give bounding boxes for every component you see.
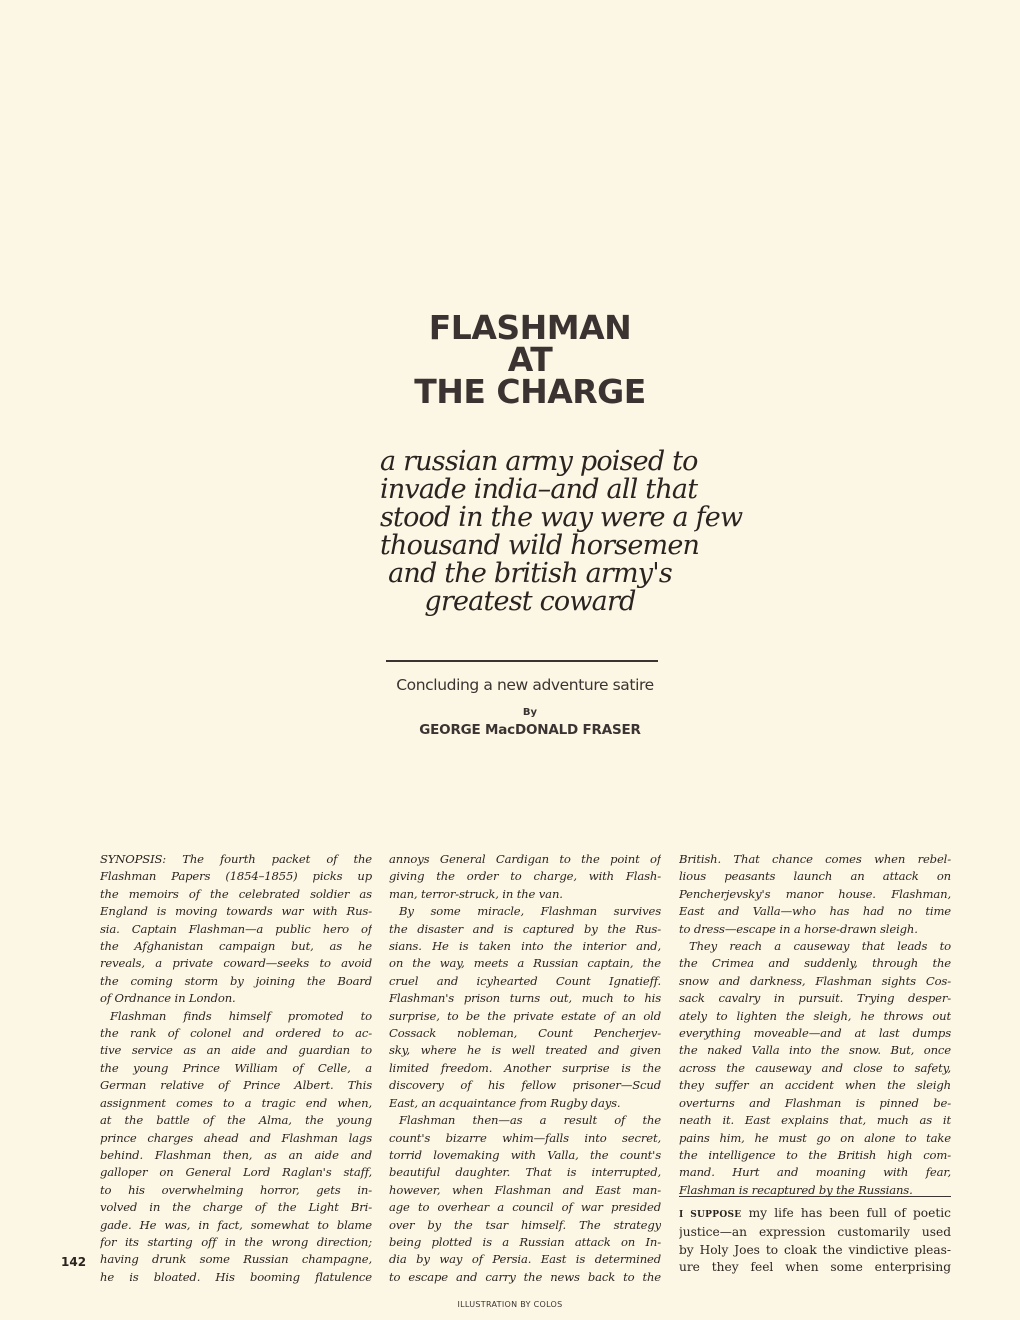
synopsis-line: count's bizarre whim—falls into secret, <box>389 1130 661 1145</box>
synopsis-line: sians. He is taken into the interior and, <box>389 939 661 954</box>
synopsis-line: Cossack nobleman, Count Pencherjev- <box>389 1026 661 1041</box>
synopsis-line: the coming storm by joining the Board <box>100 973 372 988</box>
synopsis-line: man, terror-struck, in the van. <box>389 886 563 901</box>
synopsis-line: they suffer an accident when the sleigh <box>679 1078 951 1093</box>
synopsis-line: British. That chance comes when rebel- <box>679 852 951 866</box>
lead-in: I SUPPOSE <box>679 1210 742 1220</box>
synopsis-line: Flashman is recaptured by the Russians. <box>679 1182 913 1197</box>
synopsis-line: They reach a causeway that leads to <box>689 939 951 954</box>
synopsis-line: gade. He was, in fact, somewhat to blame <box>100 1217 372 1232</box>
synopsis-line: sack cavalry in pursuit. Trying desper- <box>679 991 951 1006</box>
synopsis-line: Flashman Papers (1854–1855) picks up <box>100 869 372 884</box>
synopsis-line: beautiful daughter. That is interrupted, <box>389 1165 661 1180</box>
synopsis-line: however, when Flashman and East man- <box>389 1182 661 1197</box>
synopsis-line: to his overwhelming horror, gets in- <box>100 1182 372 1197</box>
subtitle-line: a russian army poised to <box>380 446 698 477</box>
synopsis-line: across the causeway and close to safety, <box>679 1060 951 1075</box>
synopsis-line: being plotted is a Russian attack on In- <box>389 1234 661 1249</box>
synopsis-line: everything moveable—and at last dumps <box>679 1026 951 1041</box>
synopsis-line: surprise, to be the private estate of an old <box>389 1008 661 1023</box>
synopsis-line: reveals, a private coward—seeks to avoid <box>100 956 372 971</box>
synopsis-line: German relative of Prince Albert. This <box>100 1078 372 1093</box>
title-divider <box>386 660 658 662</box>
article-subtitle <box>380 446 743 617</box>
synopsis-line: to dress—escape in a horse-drawn sleigh. <box>679 921 918 936</box>
body-line-first <box>679 1205 951 1224</box>
synopsis-line: snow and darkness, Flashman sights Cos- <box>679 973 951 988</box>
title-line: AT <box>507 340 553 379</box>
synopsis-line: age to overhear a council of war presided <box>389 1200 661 1215</box>
synopsis-line: giving the order to charge, with Flash- <box>389 869 661 884</box>
synopsis-line: behind. Flashman then, as an aide and <box>100 1147 372 1162</box>
synopsis-line: the Crimea and suddenly, through the <box>679 956 951 971</box>
illustration-credit: ILLUSTRATION BY COLOS <box>457 1300 563 1309</box>
synopsis-line: volved in the charge of the Light Bri- <box>100 1200 372 1215</box>
synopsis-line: pains him, he must go on alone to take <box>679 1130 951 1145</box>
body-line: justice—an expression customarily used <box>679 1225 951 1240</box>
body-text <box>679 1205 951 1277</box>
subtitle-line: and the british army's <box>388 558 672 589</box>
synopsis-line: dia by way of Persia. East is determined <box>389 1252 661 1267</box>
synopsis-line: at the battle of the Alma, the young <box>100 1113 372 1128</box>
synopsis-line: the memoirs of the celebrated soldier as <box>100 886 372 901</box>
synopsis-line: the disaster and is captured by the Rus- <box>389 921 661 936</box>
author-name: GEORGE MacDONALD FRASER <box>419 722 641 738</box>
synopsis-column-1 <box>100 851 372 1286</box>
synopsis-line: East, an acquaintance from Rugby days. <box>389 1095 621 1110</box>
body-line: ure they feel when some enterprising <box>679 1260 951 1275</box>
synopsis-line: tive service as an aide and guardian to <box>100 1043 372 1058</box>
synopsis-line: sia. Captain Flashman—a public hero of <box>100 921 372 936</box>
subtitle-line: greatest coward <box>424 586 636 617</box>
synopsis-line: Flashman's prison turns out, much to his <box>389 991 661 1006</box>
synopsis-line: on the way, meets a Russian captain, the <box>389 956 661 971</box>
synopsis-line: having drunk some Russian champagne, <box>100 1252 372 1267</box>
subtitle-line: stood in the way were a few <box>380 502 743 533</box>
synopsis-line: prince charges ahead and Flashman lags <box>100 1130 372 1145</box>
synopsis-line: East and Valla—who has had no time <box>679 904 951 919</box>
synopsis-column-2 <box>389 851 661 1286</box>
synopsis-line: galloper on General Lord Raglan's staff, <box>100 1165 372 1180</box>
synopsis-line: cruel and icyhearted Count Ignatieff. <box>389 973 661 988</box>
synopsis-line: the Afghanistan campaign but, as he <box>100 939 372 954</box>
synopsis-line: Pencherjevsky's manor house. Flashman, <box>679 886 951 901</box>
synopsis-line: the intelligence to the British high com- <box>679 1147 951 1162</box>
synopsis-line: Flashman then—as a result of the <box>399 1113 661 1128</box>
subtitle-line: thousand wild horsemen <box>380 530 700 561</box>
synopsis-line: to escape and carry the news back to the <box>389 1269 661 1284</box>
title-line: THE CHARGE <box>414 372 646 411</box>
synopsis-line: England is moving towards war with Rus- <box>100 904 372 919</box>
synopsis-line: mand. Hurt and moaning with fear, <box>679 1165 951 1180</box>
synopsis-line: sky, where he is well treated and given <box>389 1043 661 1058</box>
subtitle-line: invade india–and all that <box>380 474 698 505</box>
article-title <box>380 308 680 411</box>
synopsis-line: he is bloated. His booming flatulence <box>100 1269 372 1284</box>
synopsis-line: lious peasants launch an attack on <box>679 869 951 884</box>
byline-prefix: By <box>522 707 538 718</box>
synopsis-line: the young Prince William of Celle, a <box>100 1060 372 1075</box>
synopsis-line: the rank of colonel and ordered to ac- <box>100 1026 372 1041</box>
synopsis-line: annoys General Cardigan to the point of <box>389 852 661 866</box>
section-divider <box>679 1196 951 1197</box>
synopsis-line: of Ordnance in London. <box>100 991 236 1006</box>
synopsis-line: the naked Valla into the snow. But, once <box>679 1043 951 1058</box>
synopsis-line: limited freedom. Another surprise is the <box>389 1060 661 1075</box>
synopsis-column-3 <box>679 851 951 1199</box>
synopsis-line: By some miracle, Flashman survives <box>399 904 661 919</box>
article-tagline: Concluding a new adventure satire <box>396 676 654 694</box>
synopsis-line: neath it. East explains that, much as it <box>679 1113 951 1128</box>
synopsis-line: SYNOPSIS: The fourth packet of the <box>100 852 372 866</box>
synopsis-line: overturns and Flashman is pinned be- <box>679 1095 951 1110</box>
body-line: my life has been full of poetic <box>741 1206 951 1220</box>
synopsis-line: for its starting off in the wrong direction; <box>100 1234 372 1249</box>
title-line: FLASHMAN <box>428 308 632 347</box>
synopsis-line: ately to lighten the sleigh, he throws out <box>679 1008 951 1023</box>
synopsis-line: over by the tsar himself. The strategy <box>389 1217 661 1232</box>
synopsis-line: torrid lovemaking with Valla, the count's <box>389 1147 661 1162</box>
body-line: by Holy Joes to cloak the vindictive pleas- <box>679 1242 951 1257</box>
synopsis-line: assignment comes to a tragic end when, <box>100 1095 372 1110</box>
synopsis-line: discovery of his fellow prisoner—Scud <box>389 1078 661 1093</box>
synopsis-line: Flashman finds himself promoted to <box>110 1008 372 1023</box>
page-number: 142 <box>61 1255 87 1269</box>
